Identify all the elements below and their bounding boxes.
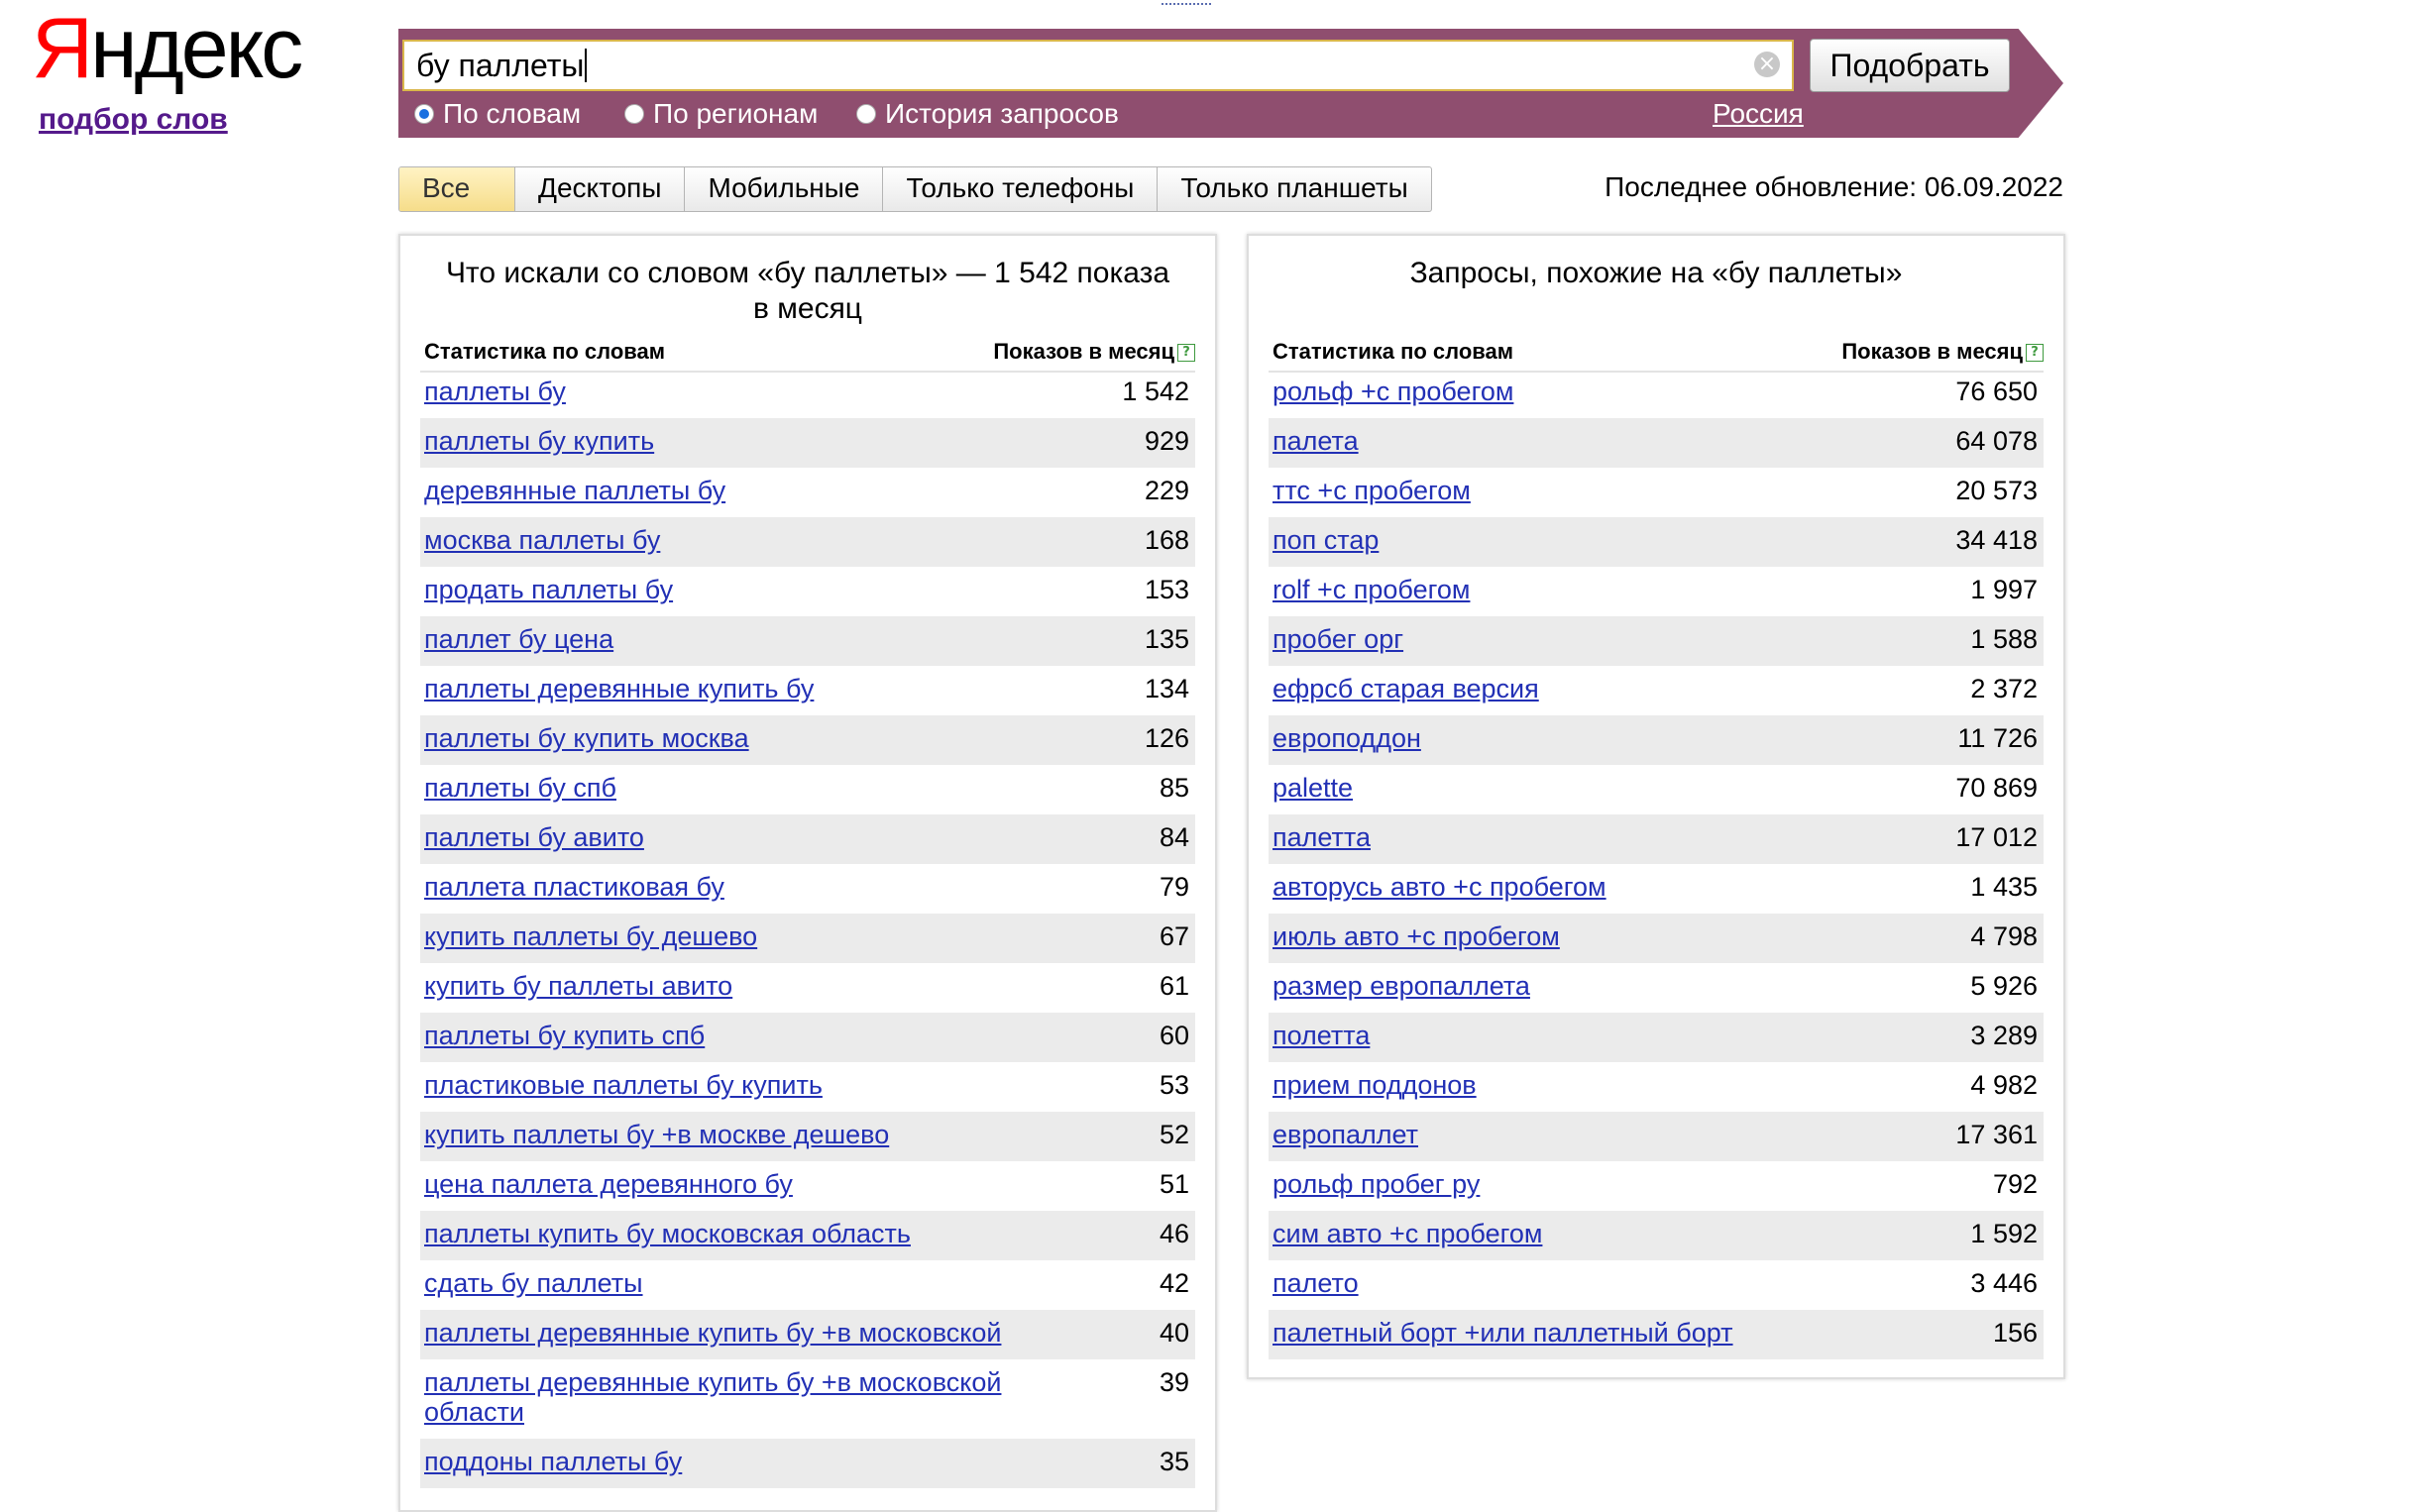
keyword-link[interactable]: купить бу паллеты авито [424, 971, 733, 1001]
keyword-link[interactable]: паллеты бу купить [424, 426, 655, 456]
keyword-link[interactable]: прием поддонов [1273, 1070, 1477, 1100]
table-row [420, 1260, 1195, 1310]
left-panel [398, 234, 1217, 1512]
table-row [1269, 1013, 2044, 1062]
tab-phones-only[interactable]: Только телефоны [882, 167, 1157, 211]
keyword-link[interactable]: паллеты бу купить спб [424, 1021, 706, 1050]
impressions-count: 85 [1159, 773, 1189, 803]
left-panel-title: Что искали со словом «бу паллеты» — 1 542 показа в месяц [445, 257, 1170, 325]
keyword-link[interactable]: паллеты деревянные купить бу +в московской [424, 1318, 1002, 1348]
impressions-count: 5 926 [1970, 971, 2038, 1001]
table-row [1269, 1062, 2044, 1112]
impressions-count: 4 982 [1970, 1070, 2038, 1100]
keyword-link[interactable]: паллеты деревянные купить бу [424, 674, 815, 703]
table-row [420, 715, 1195, 765]
table-row [1269, 517, 2044, 567]
mode-by-words-label: По словам [443, 98, 582, 129]
table-row [420, 914, 1195, 963]
impressions-count: 1 435 [1970, 872, 2038, 902]
impressions-count: 61 [1159, 971, 1189, 1001]
mode-history-label: История запросов [885, 98, 1119, 129]
keyword-link[interactable]: европаллет [1273, 1120, 1419, 1149]
impressions-count: 2 372 [1970, 674, 2038, 703]
table-row [1269, 468, 2044, 517]
impressions-count: 39 [1159, 1367, 1189, 1397]
clear-icon[interactable]: × [1754, 52, 1780, 77]
impressions-count: 79 [1159, 872, 1189, 902]
keyword-link[interactable]: пробег орг [1273, 624, 1404, 654]
impressions-count: 929 [1144, 426, 1189, 456]
mode-by-regions-label: По регионам [653, 98, 819, 129]
keyword-link[interactable]: паллеты бу спб [424, 773, 616, 803]
table-row [1269, 616, 2044, 666]
impressions-count: 84 [1159, 822, 1189, 852]
table-row [420, 864, 1195, 914]
impressions-count: 53 [1159, 1070, 1189, 1100]
impressions-count: 3 289 [1970, 1021, 2038, 1050]
keyword-link[interactable]: ефрсб старая версия [1273, 674, 1539, 703]
table-row [1269, 1260, 2044, 1310]
left-rows [420, 369, 1195, 1488]
impressions-count: 60 [1159, 1021, 1189, 1050]
keyword-link[interactable]: палета [1273, 426, 1359, 456]
left-col-count: Показов в месяц ? [993, 339, 1195, 365]
table-row [420, 517, 1195, 567]
keyword-link[interactable]: рольф пробег ру [1273, 1169, 1481, 1199]
radio-history[interactable] [856, 104, 876, 124]
keyword-link[interactable]: паллеты купить бу московская область [424, 1219, 911, 1248]
keyword-link[interactable]: паллета пластиковая бу [424, 872, 724, 902]
keyword-link[interactable]: авторусь авто +с пробегом [1273, 872, 1606, 902]
impressions-count: 135 [1144, 624, 1189, 654]
keyword-link[interactable]: июль авто +с пробегом [1273, 921, 1560, 951]
keyword-link[interactable]: размер европаллета [1273, 971, 1530, 1001]
table-row [1269, 369, 2044, 418]
table-row [1269, 864, 2044, 914]
keyword-link[interactable]: купить паллеты бу дешево [424, 921, 758, 951]
region-link[interactable]: Россия [1713, 98, 1804, 129]
tab-mobile[interactable]: Мобильные [684, 167, 882, 211]
table-row [420, 765, 1195, 814]
right-col-count: Показов в месяц ? [1841, 339, 2044, 365]
keyword-link[interactable]: rolf +с пробегом [1273, 575, 1471, 604]
impressions-count: 153 [1144, 575, 1189, 604]
keyword-link[interactable]: паллеты бу авито [424, 822, 644, 852]
table-row [420, 567, 1195, 616]
table-row [420, 963, 1195, 1013]
impressions-count: 35 [1159, 1447, 1189, 1476]
impressions-count: 4 798 [1970, 921, 2038, 951]
search-input[interactable] [402, 40, 1794, 91]
impressions-count: 3 446 [1970, 1268, 2038, 1298]
keyword-link[interactable]: деревянные паллеты бу [424, 476, 726, 505]
impressions-count: 229 [1144, 476, 1189, 505]
impressions-count: 1 592 [1970, 1219, 2038, 1248]
radio-by-regions[interactable] [624, 104, 644, 124]
tab-all[interactable]: Все [399, 167, 514, 211]
impressions-count: 156 [1992, 1318, 2038, 1348]
left-table-header [420, 339, 1195, 373]
impressions-count: 168 [1144, 525, 1189, 555]
device-tabs [398, 166, 1432, 212]
impressions-count: 52 [1159, 1120, 1189, 1149]
left-col-words: Статистика по словам [424, 339, 666, 364]
keyword-link[interactable]: сдать бу паллеты [424, 1268, 643, 1298]
table-row [1269, 715, 2044, 765]
submit-button[interactable]: Подобрать [1810, 39, 2010, 92]
help-icon[interactable]: ? [1177, 344, 1195, 362]
top-dotted-link[interactable] [1162, 0, 1211, 5]
keyword-link[interactable]: цена паллета деревянного бу [424, 1169, 793, 1199]
keyword-link[interactable]: сим авто +с пробегом [1273, 1219, 1543, 1248]
impressions-count: 134 [1144, 674, 1189, 703]
keyword-link[interactable]: купить паллеты бу +в москве дешево [424, 1120, 890, 1149]
keyword-link[interactable]: поп стар [1273, 525, 1380, 555]
keyword-link[interactable]: москва паллеты бу [424, 525, 661, 555]
keyword-link[interactable]: полетта [1273, 1021, 1371, 1050]
impressions-count: 34 418 [1955, 525, 2038, 555]
right-col-words: Статистика по словам [1273, 339, 1514, 364]
keyword-link[interactable]: рольф +с пробегом [1273, 377, 1514, 406]
impressions-count: 76 650 [1955, 377, 2038, 406]
table-row [420, 1211, 1195, 1260]
help-icon[interactable]: ? [2026, 344, 2044, 362]
impressions-count: 20 573 [1955, 476, 2038, 505]
impressions-count: 17 012 [1955, 822, 2038, 852]
keyword-link[interactable]: поддоны паллеты бу [424, 1447, 683, 1476]
table-row [420, 616, 1195, 666]
impressions-count: 42 [1159, 1268, 1189, 1298]
impressions-count: 11 726 [1957, 723, 2038, 753]
keyword-link[interactable]: паллеты деревянные купить бу +в московской области [424, 1367, 1002, 1427]
right-panel-title: Запросы, похожие на «бу паллеты» [1409, 257, 1903, 289]
impressions-count: 64 078 [1955, 426, 2038, 456]
table-row [420, 1161, 1195, 1211]
right-rows [1269, 369, 2044, 1359]
keyword-link[interactable]: палетта [1273, 822, 1371, 852]
impressions-count: 1 542 [1122, 377, 1189, 406]
table-row [1269, 418, 2044, 468]
keyword-link[interactable]: палетный борт +или паллетный борт [1273, 1318, 1733, 1348]
keyword-link[interactable]: продать паллеты бу [424, 575, 674, 604]
yandex-logo[interactable]: Яндекс [32, 1, 301, 96]
table-row [1269, 765, 2044, 814]
tab-desktops[interactable]: Десктопы [514, 167, 684, 211]
impressions-count: 51 [1159, 1169, 1189, 1199]
mode-by-regions[interactable] [624, 97, 818, 131]
search-query-text: бу паллеты [416, 48, 585, 83]
table-row [1269, 1161, 2044, 1211]
impressions-count: 17 361 [1955, 1120, 2038, 1149]
table-row [420, 1359, 1195, 1439]
right-panel [1247, 234, 2065, 1379]
table-row [1269, 1211, 2044, 1260]
radio-by-words[interactable] [414, 104, 434, 124]
tab-tablets-only[interactable]: Только планшеты [1157, 167, 1430, 211]
table-row [1269, 814, 2044, 864]
impressions-count: 126 [1144, 723, 1189, 753]
last-update: Последнее обновление: 06.09.2022 [1605, 171, 2063, 202]
impressions-count: 1 588 [1970, 624, 2038, 654]
table-row [420, 369, 1195, 418]
mode-history[interactable] [856, 97, 1119, 131]
table-row [420, 1013, 1195, 1062]
table-row [1269, 567, 2044, 616]
keyword-link[interactable]: европоддон [1273, 723, 1421, 753]
keyword-link[interactable]: паллет бу цена [424, 624, 614, 654]
service-link[interactable]: подбор слов [39, 103, 228, 136]
table-row [1269, 963, 2044, 1013]
table-row [1269, 666, 2044, 715]
table-row [420, 418, 1195, 468]
keyword-link[interactable]: пластиковые паллеты бу купить [424, 1070, 823, 1100]
table-row [420, 1062, 1195, 1112]
table-row [420, 1112, 1195, 1161]
table-row [420, 814, 1195, 864]
table-row [420, 666, 1195, 715]
keyword-link[interactable]: palette [1273, 773, 1354, 803]
table-row [1269, 1310, 2044, 1359]
keyword-link[interactable]: ттс +с пробегом [1273, 476, 1471, 505]
impressions-count: 46 [1159, 1219, 1189, 1248]
keyword-link[interactable]: палето [1273, 1268, 1359, 1298]
impressions-count: 40 [1159, 1318, 1189, 1348]
mode-by-words[interactable] [414, 97, 581, 131]
impressions-count: 67 [1159, 921, 1189, 951]
table-row [420, 1310, 1195, 1359]
impressions-count: 70 869 [1955, 773, 2038, 803]
keyword-link[interactable]: паллеты бу [424, 377, 566, 406]
impressions-count: 792 [1992, 1169, 2038, 1199]
impressions-count: 1 997 [1970, 575, 2038, 604]
table-row [420, 1439, 1195, 1488]
table-row [1269, 914, 2044, 963]
text-caret [585, 49, 587, 82]
keyword-link[interactable]: паллеты бу купить москва [424, 723, 749, 753]
table-row [420, 468, 1195, 517]
table-row [1269, 1112, 2044, 1161]
right-table-header [1269, 339, 2044, 373]
